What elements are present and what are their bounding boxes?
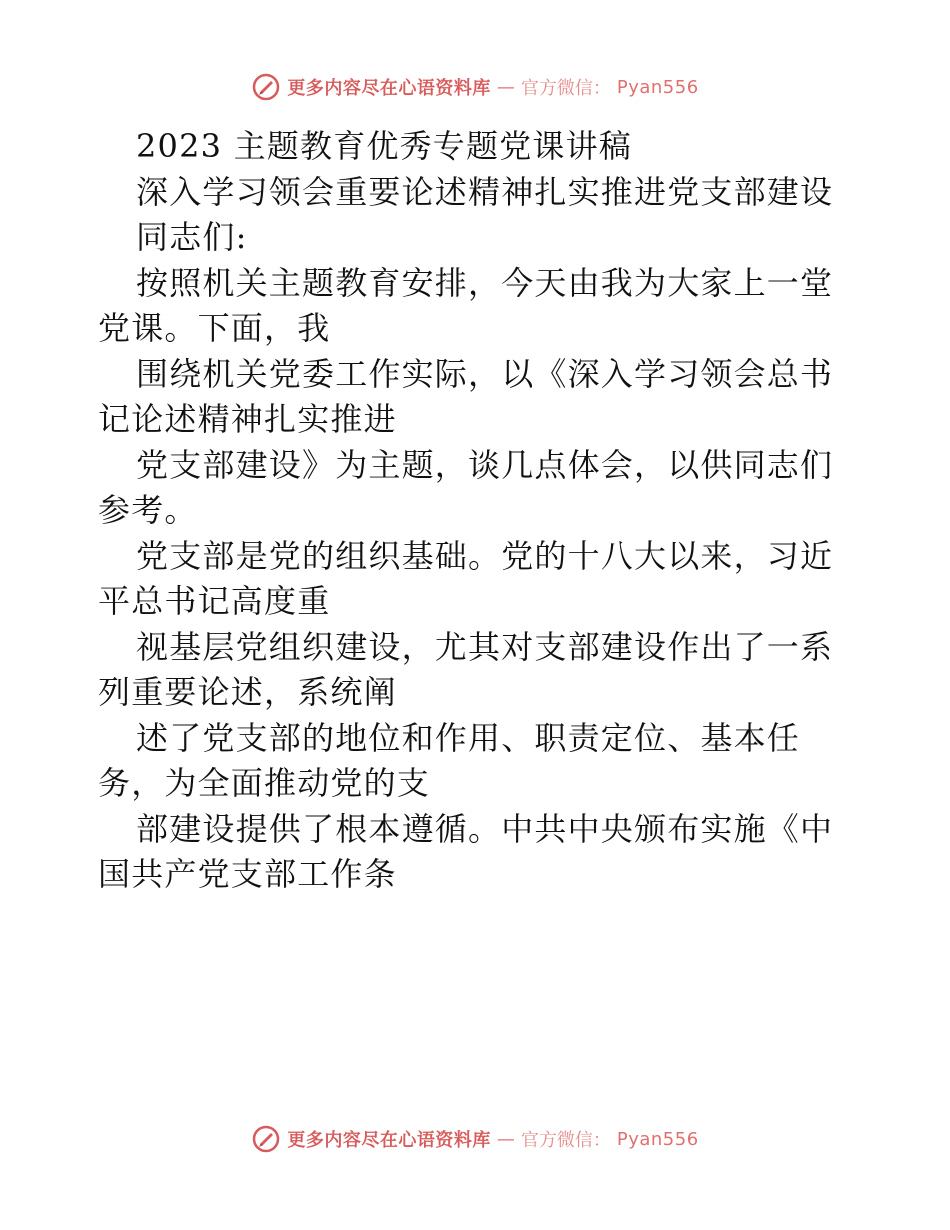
document-line: 平总书记高度重 [98,582,331,620]
watermark-wechat-label: 官方微信： [520,1130,611,1151]
watermark-separator: — [496,76,515,98]
watermark-wechat-label: 官方微信： [520,78,611,99]
watermark-separator: — [496,1128,515,1150]
document-line: 列重要论述，系统阐 [98,673,397,711]
document-line: 按照机关主题教育安排，今天由我为大家上一堂 [136,263,834,302]
watermark-brand: 更多内容尽在心语资料库 [287,78,491,99]
document-line: 2023 主题教育优秀专题党课讲稿 [136,127,633,165]
document-body [98,124,858,898]
document-line: 国共产党支部工作条 [98,855,397,893]
watermark-wechat-id: Pyan556 [616,1128,699,1150]
document-line: 党支部是党的组织基础。党的十八大以来，习近 [136,536,834,575]
document-line: 记论述精神扎实推进 [98,400,397,438]
document-line: 视基层党组织建设，尤其对支部建设作出了一系 [136,627,834,666]
document-line: 党课。下面，我 [98,309,331,347]
watermark-wechat-id: Pyan556 [616,76,699,98]
pen-swirl-logo-icon [251,72,281,102]
header-watermark [0,72,950,102]
document-line: 务，为全面推动党的支 [98,764,431,802]
document-line: 部建设提供了根本遵循。中共中央颁布实施《中 [136,809,834,848]
document-line: 党支部建设》为主题，谈几点体会，以供同志们 [136,445,834,484]
footer-watermark [0,1124,950,1154]
document-line: 述了党支部的地位和作用、职责定位、基本任 [136,718,801,757]
document-line: 围绕机关党委工作实际，以《深入学习领会总书 [136,354,834,393]
watermark-brand: 更多内容尽在心语资料库 [287,1130,491,1151]
document-line: 同志们: [136,218,248,256]
document-line: 参考。 [98,491,198,529]
pen-swirl-logo-icon [251,1124,281,1154]
document-line: 深入学习领会重要论述精神扎实推进党支部建设 [136,172,834,211]
